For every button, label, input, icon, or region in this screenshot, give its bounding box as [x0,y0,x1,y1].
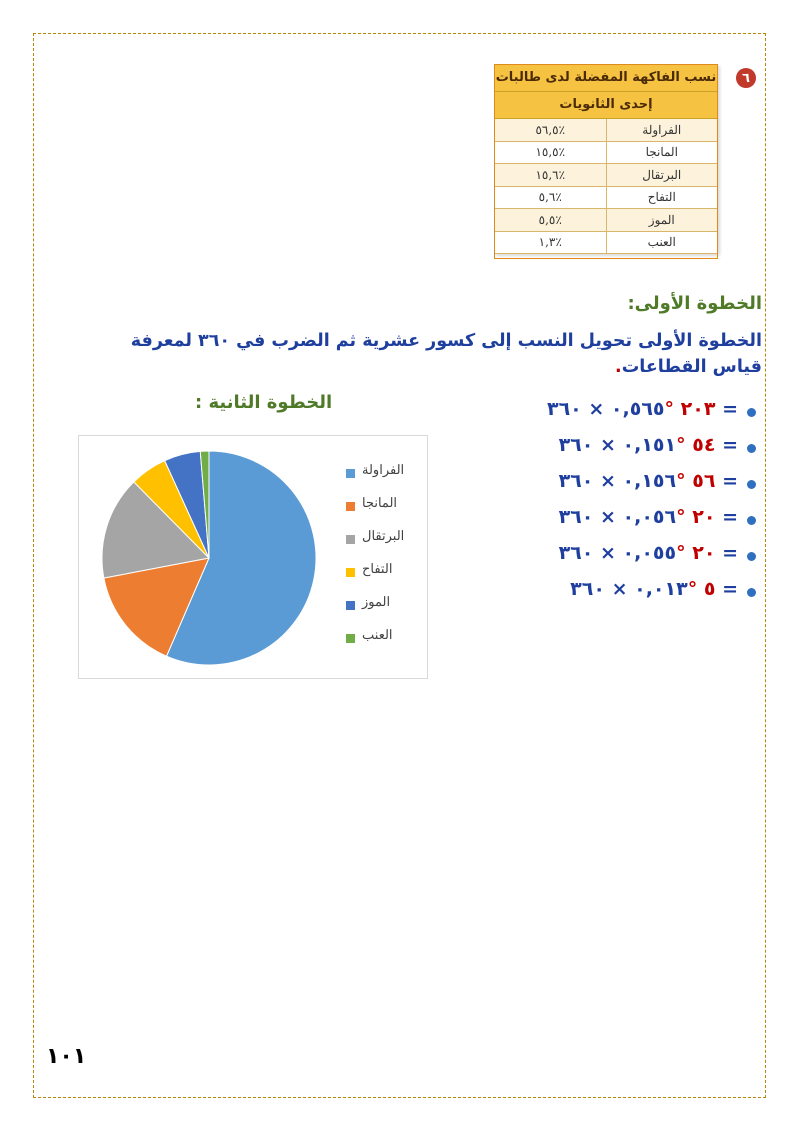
table-title-line1: نسب الفاكهة المفضلة لدى طالبات [495,65,718,92]
legend-item [342,529,422,549]
equation-text [559,506,738,528]
table-row [495,119,718,142]
legend-swatch [346,535,355,544]
equation-row [490,470,760,500]
legend-swatch [346,634,355,643]
percent-cell: ٪٥٦,٥ [495,119,607,142]
table-row [495,141,718,164]
table-row [495,164,718,187]
legend-swatch [346,601,355,610]
bullet-icon [747,588,756,597]
equation-result: ٢٠٣ ° [664,398,716,420]
equation-text [559,470,738,492]
legend-item [342,595,422,615]
legend-label: المانجا [362,496,398,511]
legend-item [342,562,422,582]
equation-text [570,578,738,600]
legend-swatch [346,568,355,577]
equation-result: ٥ ° [687,578,716,600]
percent-cell: ٪١,٣ [495,231,607,254]
bullet-icon [747,480,756,489]
legend-swatch [346,502,355,511]
fruit-name-cell: المانجا [606,141,718,164]
equation-expression: ٠,١٥١ × ٣٦٠ = [558,434,738,456]
page-number: ١٠١ [46,1044,87,1069]
equation-expression: ٠,١٥٦ × ٣٦٠ = [558,470,738,492]
legend-swatch [346,469,355,478]
fruit-name-cell: التفاح [606,186,718,209]
legend-label: العنب [362,628,393,643]
equation-row [490,578,760,608]
bullet-icon [747,408,756,417]
table-row [495,209,718,232]
step1-end: . [615,357,622,377]
legend-label: البرتقال [362,529,405,544]
fruit-table [494,64,718,254]
legend-label: الفراولة [362,463,405,478]
equation-text [547,398,738,420]
equation-row [490,542,760,572]
step1-text: الخطوة الأولى تحويل النسب إلى كسور عشرية ثم الضرب في ٣٦٠ لمعرفة قياس القطاعات [130,331,762,377]
percent-cell: ٪٥,٦ [495,186,607,209]
equation-result: ٢٠ ° [676,542,716,564]
table-row [495,231,718,254]
equation-result: ٢٠ ° [676,506,716,528]
fruit-name-cell: الموز [606,209,718,232]
legend-label: الموز [362,595,391,610]
bullet-icon [747,444,756,453]
legend-item [342,628,422,648]
table-row [495,186,718,209]
percent-cell: ٪٥,٥ [495,209,607,232]
bullet-icon [747,552,756,561]
percent-cell: ٪١٥,٥ [495,141,607,164]
bullet-icon [747,516,756,525]
equation-expression: ٠,٠٥٦ × ٣٦٠ = [558,506,738,528]
step1-paragraph [82,328,762,380]
table-title-line2: إحدى الثانويات [495,92,718,119]
percent-cell: ٪١٥,٦ [495,164,607,187]
fruit-name-cell: البرتقال [606,164,718,187]
equation-result: ٥٦ ° [676,470,716,492]
equation-row [490,506,760,536]
legend-item [342,496,422,516]
equation-row [490,434,760,464]
fruit-name-cell: العنب [606,231,718,254]
equation-result: ٥٤ ° [676,434,716,456]
equation-expression: ٠,٠٥٥ × ٣٦٠ = [558,542,738,564]
step1-heading: الخطوة الأولى: [627,293,762,314]
step2-heading: الخطوة الثانية : [195,392,333,413]
equation-text [559,434,738,456]
equation-text [559,542,738,564]
fruit-name-cell: الفراولة [606,119,718,142]
equation-expression: ٠,٥٦٥ × ٣٦٠ = [546,398,738,420]
problem-number-badge: ٦ [736,68,756,88]
legend-label: التفاح [362,562,393,577]
equation-row [490,398,760,428]
equation-expression: ٠,٠١٣ × ٣٦٠ = [570,578,738,600]
legend-item [342,463,422,483]
